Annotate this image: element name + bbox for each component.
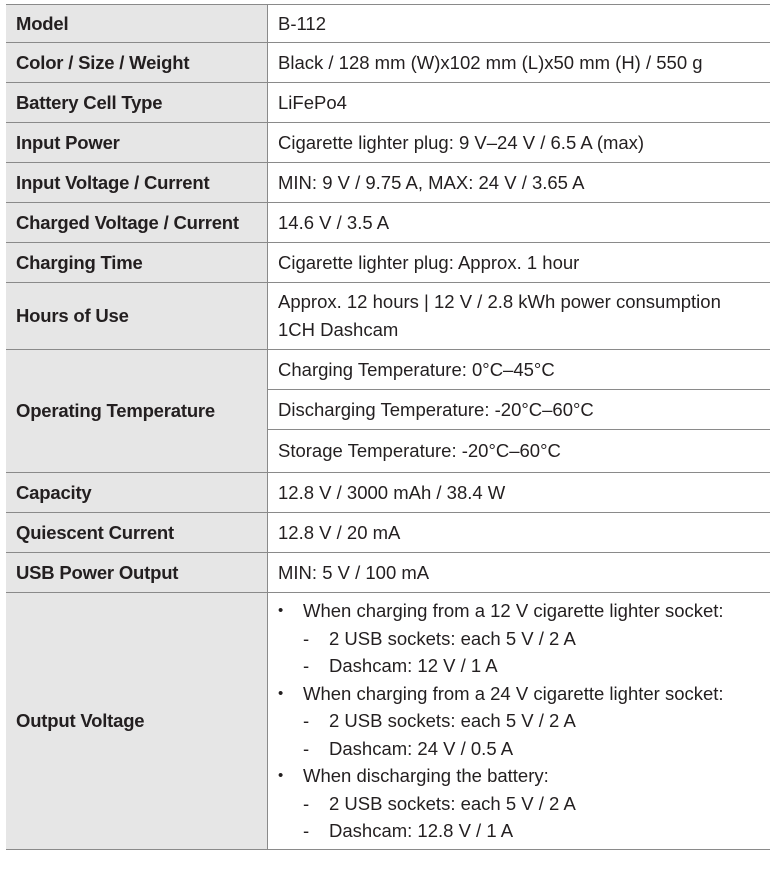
list-item: - Dashcam: 24 V / 0.5 A xyxy=(278,735,770,763)
table-row-input-voltage xyxy=(6,163,770,203)
row-label: Charged Voltage / Current xyxy=(6,203,268,243)
row-label: Output Voltage xyxy=(6,593,268,850)
row-value: Cigarette lighter plug: 9 V–24 V / 6.5 A (max) xyxy=(268,123,771,163)
row-value: Black / 128 mm (W)x102 mm (L)x50 mm (H) / 550 g xyxy=(268,43,771,83)
table-row-usb-power-output xyxy=(6,553,770,593)
storage-temperature-value: Storage Temperature: -20°C–60°C xyxy=(268,430,771,473)
table-row-charging-time xyxy=(6,243,770,283)
row-label: Battery Cell Type xyxy=(6,83,268,123)
row-label: Charging Time xyxy=(6,243,268,283)
discharging-temperature-value: Discharging Temperature: -20°C–60°C xyxy=(268,390,771,430)
row-value: MIN: 9 V / 9.75 A, MAX: 24 V / 3.65 A xyxy=(268,163,771,203)
table-row-battery-cell-type xyxy=(6,83,770,123)
list-item: - 2 USB sockets: each 5 V / 2 A xyxy=(278,707,770,735)
row-value xyxy=(268,283,771,350)
hours-of-use-line-1: Approx. 12 hours | 12 V / 2.8 kWh power consumption xyxy=(278,291,721,312)
table-row-quiescent-current xyxy=(6,513,770,553)
output-voltage-list xyxy=(278,593,770,849)
list-item: - Dashcam: 12.8 V / 1 A xyxy=(278,817,770,845)
row-value: Cigarette lighter plug: Approx. 1 hour xyxy=(268,243,771,283)
list-item: - 2 USB sockets: each 5 V / 2 A xyxy=(278,790,770,818)
row-value: LiFePo4 xyxy=(268,83,771,123)
row-value: B-112 xyxy=(268,5,771,43)
table-row-input-power xyxy=(6,123,770,163)
row-label: USB Power Output xyxy=(6,553,268,593)
table-row-hours-of-use xyxy=(6,283,770,350)
list-item: - Dashcam: 12 V / 1 A xyxy=(278,652,770,680)
specifications-table xyxy=(6,4,770,850)
list-item: • When charging from a 12 V cigarette lighter socket: xyxy=(278,597,770,625)
table-row-operating-temperature xyxy=(6,350,770,390)
row-label: Input Voltage / Current xyxy=(6,163,268,203)
row-label: Hours of Use xyxy=(6,283,268,350)
row-label: Model xyxy=(6,5,268,43)
row-label: Color / Size / Weight xyxy=(6,43,268,83)
table-row-output-voltage xyxy=(6,593,770,850)
table-row-color-size-weight xyxy=(6,43,770,83)
row-label: Capacity xyxy=(6,473,268,513)
list-item: • When charging from a 24 V cigarette lighter socket: xyxy=(278,680,770,708)
table-row-capacity xyxy=(6,473,770,513)
hours-of-use-line-2: 1CH Dashcam xyxy=(278,319,399,340)
row-value: 12.8 V / 20 mA xyxy=(268,513,771,553)
row-value xyxy=(268,593,771,850)
row-value: 14.6 V / 3.5 A xyxy=(268,203,771,243)
list-item: • When discharging the battery: xyxy=(278,762,770,790)
list-item: - 2 USB sockets: each 5 V / 2 A xyxy=(278,625,770,653)
table-row-model xyxy=(6,5,770,43)
table-row-charged-voltage xyxy=(6,203,770,243)
row-value: MIN: 5 V / 100 mA xyxy=(268,553,771,593)
row-value: 12.8 V / 3000 mAh / 38.4 W xyxy=(268,473,771,513)
charging-temperature-value: Charging Temperature: 0°C–45°C xyxy=(268,350,771,390)
row-label: Operating Temperature xyxy=(6,350,268,473)
row-label: Quiescent Current xyxy=(6,513,268,553)
row-label: Input Power xyxy=(6,123,268,163)
